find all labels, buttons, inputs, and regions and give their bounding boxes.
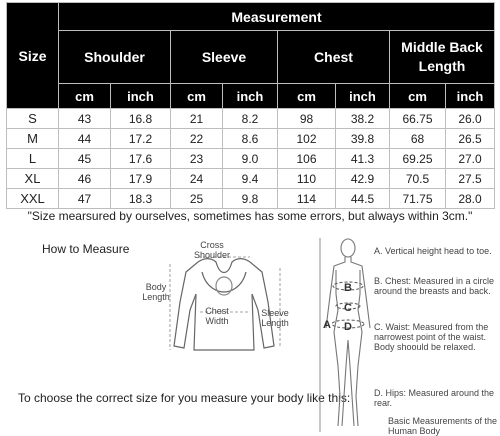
value-cell: 24 xyxy=(171,169,223,189)
measurement-header: Measurement xyxy=(59,3,495,31)
legend-waist: C. Waist: Measured from the narrowest point of the waist. Body shoould be relaxed. xyxy=(374,322,489,352)
how-to-measure-title: How to Measure xyxy=(42,242,130,256)
unit-header: inch xyxy=(223,84,278,109)
value-cell: 27.5 xyxy=(446,169,495,189)
sleeve-length-label: Sleeve Length xyxy=(261,308,289,328)
value-cell: 17.6 xyxy=(111,149,171,169)
sleeve-header: Sleeve xyxy=(171,31,278,84)
value-cell: 42.9 xyxy=(336,169,390,189)
unit-header: cm xyxy=(171,84,223,109)
size-note: "Size mearsured by ourselves, sometimes has some errors, but always within 3cm." xyxy=(27,209,473,223)
value-cell: 17.2 xyxy=(111,129,171,149)
value-cell: 39.8 xyxy=(336,129,390,149)
size-chart-table xyxy=(6,2,495,209)
unit-header: inch xyxy=(336,84,390,109)
value-cell: 110 xyxy=(278,169,336,189)
unit-header: cm xyxy=(59,84,111,109)
value-cell: 17.9 xyxy=(111,169,171,189)
value-cell: 38.2 xyxy=(336,109,390,129)
table-row xyxy=(7,129,495,149)
value-cell: 21 xyxy=(171,109,223,129)
value-cell: 69.25 xyxy=(390,149,446,169)
body-length-label: Body Length xyxy=(142,282,170,302)
size-header: Size xyxy=(7,3,59,109)
value-cell: 18.3 xyxy=(111,189,171,209)
value-cell: 106 xyxy=(278,149,336,169)
size-cell: XL xyxy=(7,169,59,189)
value-cell: 8.2 xyxy=(223,109,278,129)
value-cell: 9.0 xyxy=(223,149,278,169)
body-letter-b: B xyxy=(344,282,352,294)
human-body-figure xyxy=(308,236,376,434)
value-cell: 70.5 xyxy=(390,169,446,189)
table-row xyxy=(7,189,495,209)
size-cell: M xyxy=(7,129,59,149)
value-cell: 9.4 xyxy=(223,169,278,189)
value-cell: 26.5 xyxy=(446,129,495,149)
middle-back-length-header: Middle Back Length xyxy=(390,31,495,84)
table-row xyxy=(7,109,495,129)
value-cell: 102 xyxy=(278,129,336,149)
value-cell: 46 xyxy=(59,169,111,189)
value-cell: 66.75 xyxy=(390,109,446,129)
size-cell: S xyxy=(7,109,59,129)
body-letter-c: C xyxy=(344,302,352,314)
size-cell: XXL xyxy=(7,189,59,209)
value-cell: 9.8 xyxy=(223,189,278,209)
chest-header: Chest xyxy=(278,31,390,84)
value-cell: 23 xyxy=(171,149,223,169)
unit-header: cm xyxy=(278,84,336,109)
value-cell: 28.0 xyxy=(446,189,495,209)
value-cell: 44 xyxy=(59,129,111,149)
value-cell: 8.6 xyxy=(223,129,278,149)
value-cell: 114 xyxy=(278,189,336,209)
value-cell: 16.8 xyxy=(111,109,171,129)
legend-vertical-height: A. Vertical height head to toe. xyxy=(374,246,492,256)
shoulder-header: Shoulder xyxy=(59,31,171,84)
value-cell: 27.0 xyxy=(446,149,495,169)
legend-hips: D. Hips: Measured around the rear. xyxy=(374,388,495,408)
value-cell: 26.0 xyxy=(446,109,495,129)
unit-header: cm xyxy=(390,84,446,109)
unit-header: inch xyxy=(446,84,495,109)
chest-width-label: Chest Width xyxy=(205,306,229,326)
choose-size-instruction: To choose the correct size for you measure your body like this: xyxy=(18,391,351,405)
value-cell: 41.3 xyxy=(336,149,390,169)
value-cell: 43 xyxy=(59,109,111,129)
table-row xyxy=(7,149,495,169)
value-cell: 71.75 xyxy=(390,189,446,209)
legend-chest: B. Chest: Measured in a circle around the breasts and back. xyxy=(374,276,495,296)
value-cell: 25 xyxy=(171,189,223,209)
value-cell: 44.5 xyxy=(336,189,390,209)
value-cell: 47 xyxy=(59,189,111,209)
value-cell: 68 xyxy=(390,129,446,149)
size-cell: L xyxy=(7,149,59,169)
cross-shoulder-label: Cross Shoulder xyxy=(193,240,231,260)
value-cell: 22 xyxy=(171,129,223,149)
value-cell: 98 xyxy=(278,109,336,129)
unit-header: inch xyxy=(111,84,171,109)
body-letter-a: A xyxy=(323,319,331,331)
body-letter-d: D xyxy=(344,321,352,333)
human-body-caption: Basic Measurements of the Human Body xyxy=(388,416,498,436)
value-cell: 45 xyxy=(59,149,111,169)
table-row xyxy=(7,169,495,189)
